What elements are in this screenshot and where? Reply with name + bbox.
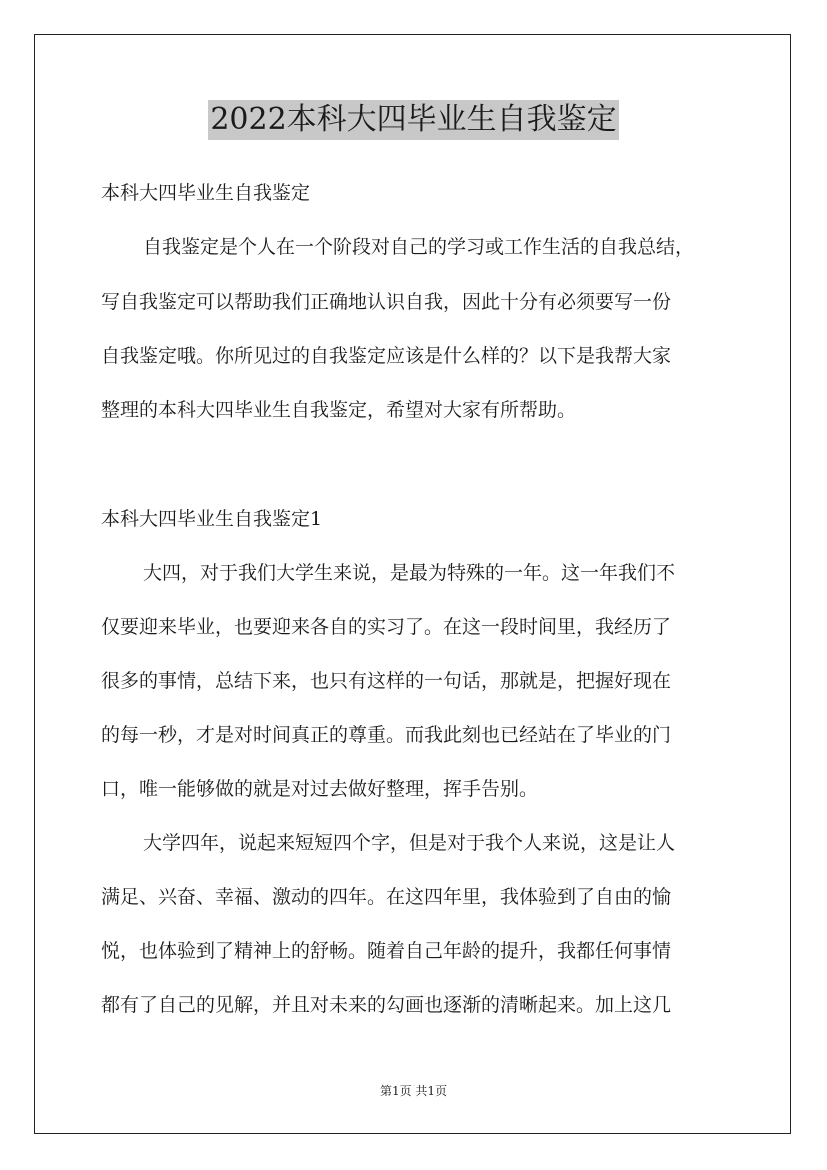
- paragraph-line: 都有了自己的见解，并且对未来的勾画也逐渐的清晰起来。加上这几: [101, 994, 672, 1016]
- page-footer: 第1页 共1页: [379, 1084, 448, 1098]
- paragraph-line: 仅要迎来毕业，也要迎来各自的实习了。在这一段时间里，我经历了: [101, 616, 672, 638]
- paragraph-line: 满足、兴奋、幸福、激动的四年。在这四年里，我体验到了自由的愉: [101, 886, 672, 908]
- paragraph-line: 大四，对于我们大学生来说，是最为特殊的一年。这一年我们不: [143, 562, 676, 584]
- title-container: [0, 100, 827, 140]
- paragraph-line: 很多的事情，总结下来，也只有这样的一句话，那就是，把握好现在: [101, 670, 672, 692]
- paragraph-line: 大学四年，说起来短短四个字，但是对于我个人来说，这是让人: [143, 832, 676, 854]
- paragraph-line: 口，唯一能够做的就是对过去做好整理，挥手告别。: [101, 778, 539, 800]
- section-heading: 本科大四毕业生自我鉴定1: [101, 508, 323, 530]
- intro-line: 写自我鉴定可以帮助我们正确地认识自我，因此十分有必须要写一份: [101, 291, 672, 313]
- document-title: 2022本科大四毕业生自我鉴定: [208, 100, 618, 140]
- document-subtitle: 本科大四毕业生自我鉴定: [101, 182, 311, 204]
- intro-line: 自我鉴定哦。你所见过的自我鉴定应该是什么样的？以下是我帮大家: [101, 345, 672, 367]
- intro-line: 自我鉴定是个人在一个阶段对自己的学习或工作生活的自我总结，: [143, 236, 695, 258]
- paragraph-line: 的每一秒，才是对时间真正的尊重。而我此刻也已经站在了毕业的门: [101, 724, 672, 746]
- intro-line: 整理的本科大四毕业生自我鉴定，希望对大家有所帮助。: [101, 399, 577, 421]
- paragraph-line: 悦，也体验到了精神上的舒畅。随着自己年龄的提升，我都任何事情: [101, 940, 672, 962]
